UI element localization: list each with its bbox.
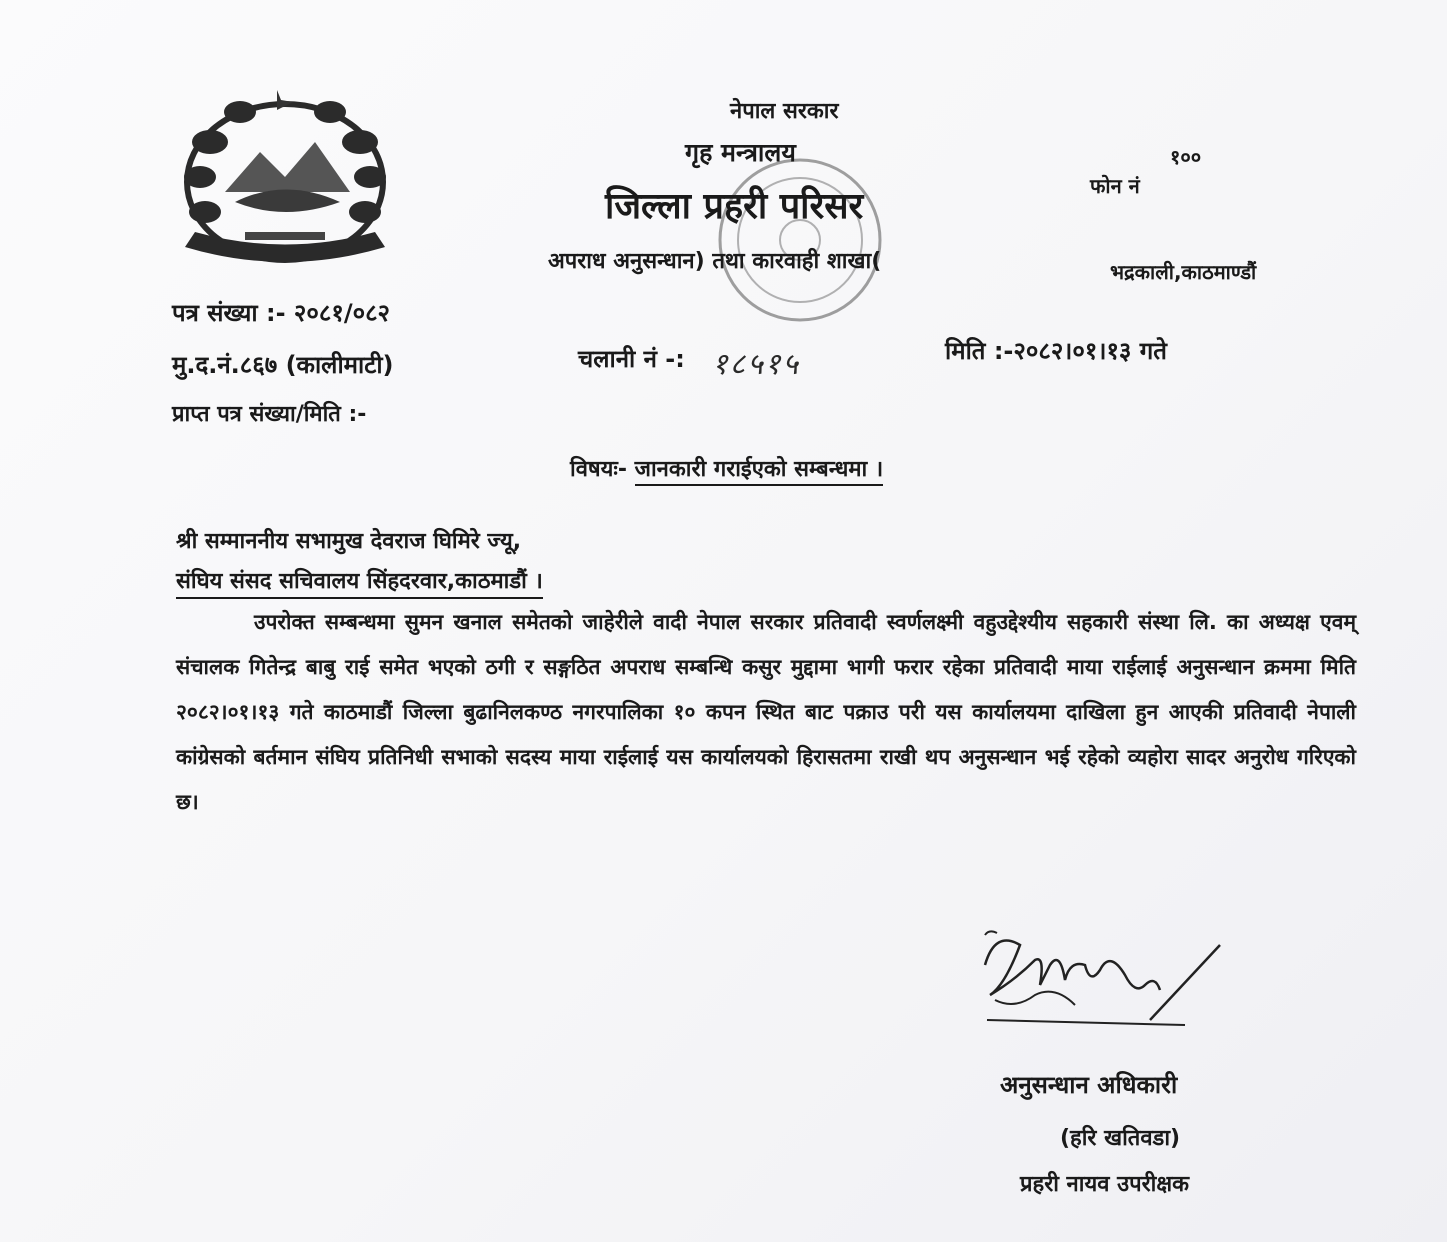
ministry-name: गृह मन्त्रालय bbox=[685, 138, 796, 167]
recipient-line-1: श्री सम्माननीय सभामुख देवराज घिमिरे ज्यू, bbox=[176, 529, 522, 554]
letter-body: उपरोक्त सम्बन्धमा सुमन खनाल समेतको जाहेरीले वादी नेपाल सरकार प्रतिवादी स्वर्णलक्ष्मी वहुउद्देश्यीय सहकारी संस्था लि. का अध्यक्ष एवम् संचालक गितेन्द्र बाबु राई समेत भएको ठगी र सङ्गठित अपराध सम्बन्धि कसुर मुद्दामा भागी फरार रहेका प्रतिवादी माया राईलाई अनुसन्धान क्रममा मिति २०८२।०१।१३ गते काठमाडौं जिल्ला बुढानिलकण्ठ नगरपालिका १० कपन स्थित बाट पक्राउ परी यस कार्यालयमा दाखिला हुन आएकी प्रतिवादी नेपाली कांग्रेसको बर्तमान संघिय प्रतिनिधी सभाको सदस्य माया राईलाई यस कार्यालयको हिरासतमा राखी थप अनुसन्धान भई रहेको व्यहोरा सादर अनुरोध गरिएको छ। bbox=[176, 610, 1356, 814]
phone-label: फोन नं bbox=[1090, 174, 1140, 198]
signatory-title: अनुसन्धान अधिकारी bbox=[1000, 1071, 1178, 1099]
signatory-name: (हरि खतिवडा) bbox=[1060, 1126, 1181, 1151]
office-address: भद्रकाली,काठमाण्डौं bbox=[1110, 260, 1257, 284]
signatory-rank: प्रहरी नायव उपरीक्षक bbox=[1020, 1172, 1190, 1197]
dispatch-number: १८५१५ bbox=[712, 347, 800, 382]
subject-label: विषयः- bbox=[570, 457, 627, 482]
nepal-emblem-icon bbox=[165, 82, 405, 274]
letter-date: मिति :-२०८२।०१।१३ गते bbox=[945, 337, 1167, 365]
office-name: जिल्ला प्रहरी परिसर bbox=[605, 186, 864, 227]
government-name: नेपाल सरकार bbox=[730, 99, 839, 124]
signature-icon bbox=[975, 925, 1230, 1040]
phone-number: १०० bbox=[1170, 145, 1202, 169]
dispatch-label: चलानी नं -: bbox=[578, 345, 685, 373]
subject-line bbox=[570, 453, 883, 483]
subject-text: जानकारी गराईएको सम्बन्धमा । bbox=[635, 457, 884, 486]
letter-number: पत्र संख्या :- २०८१/०८२ bbox=[172, 299, 391, 327]
recipient-line-2: संघिय संसद सचिवालय सिंहदरवार,काठमाडौं । bbox=[176, 565, 543, 599]
branch-name: अपराध अनुसन्धान) तथा कारवाही शाखा( bbox=[548, 249, 882, 274]
case-number: मु.द.नं.८६७ (कालीमाटी) bbox=[172, 351, 394, 379]
received-letter-ref: प्राप्त पत्र संख्या/मिति :- bbox=[172, 402, 367, 427]
